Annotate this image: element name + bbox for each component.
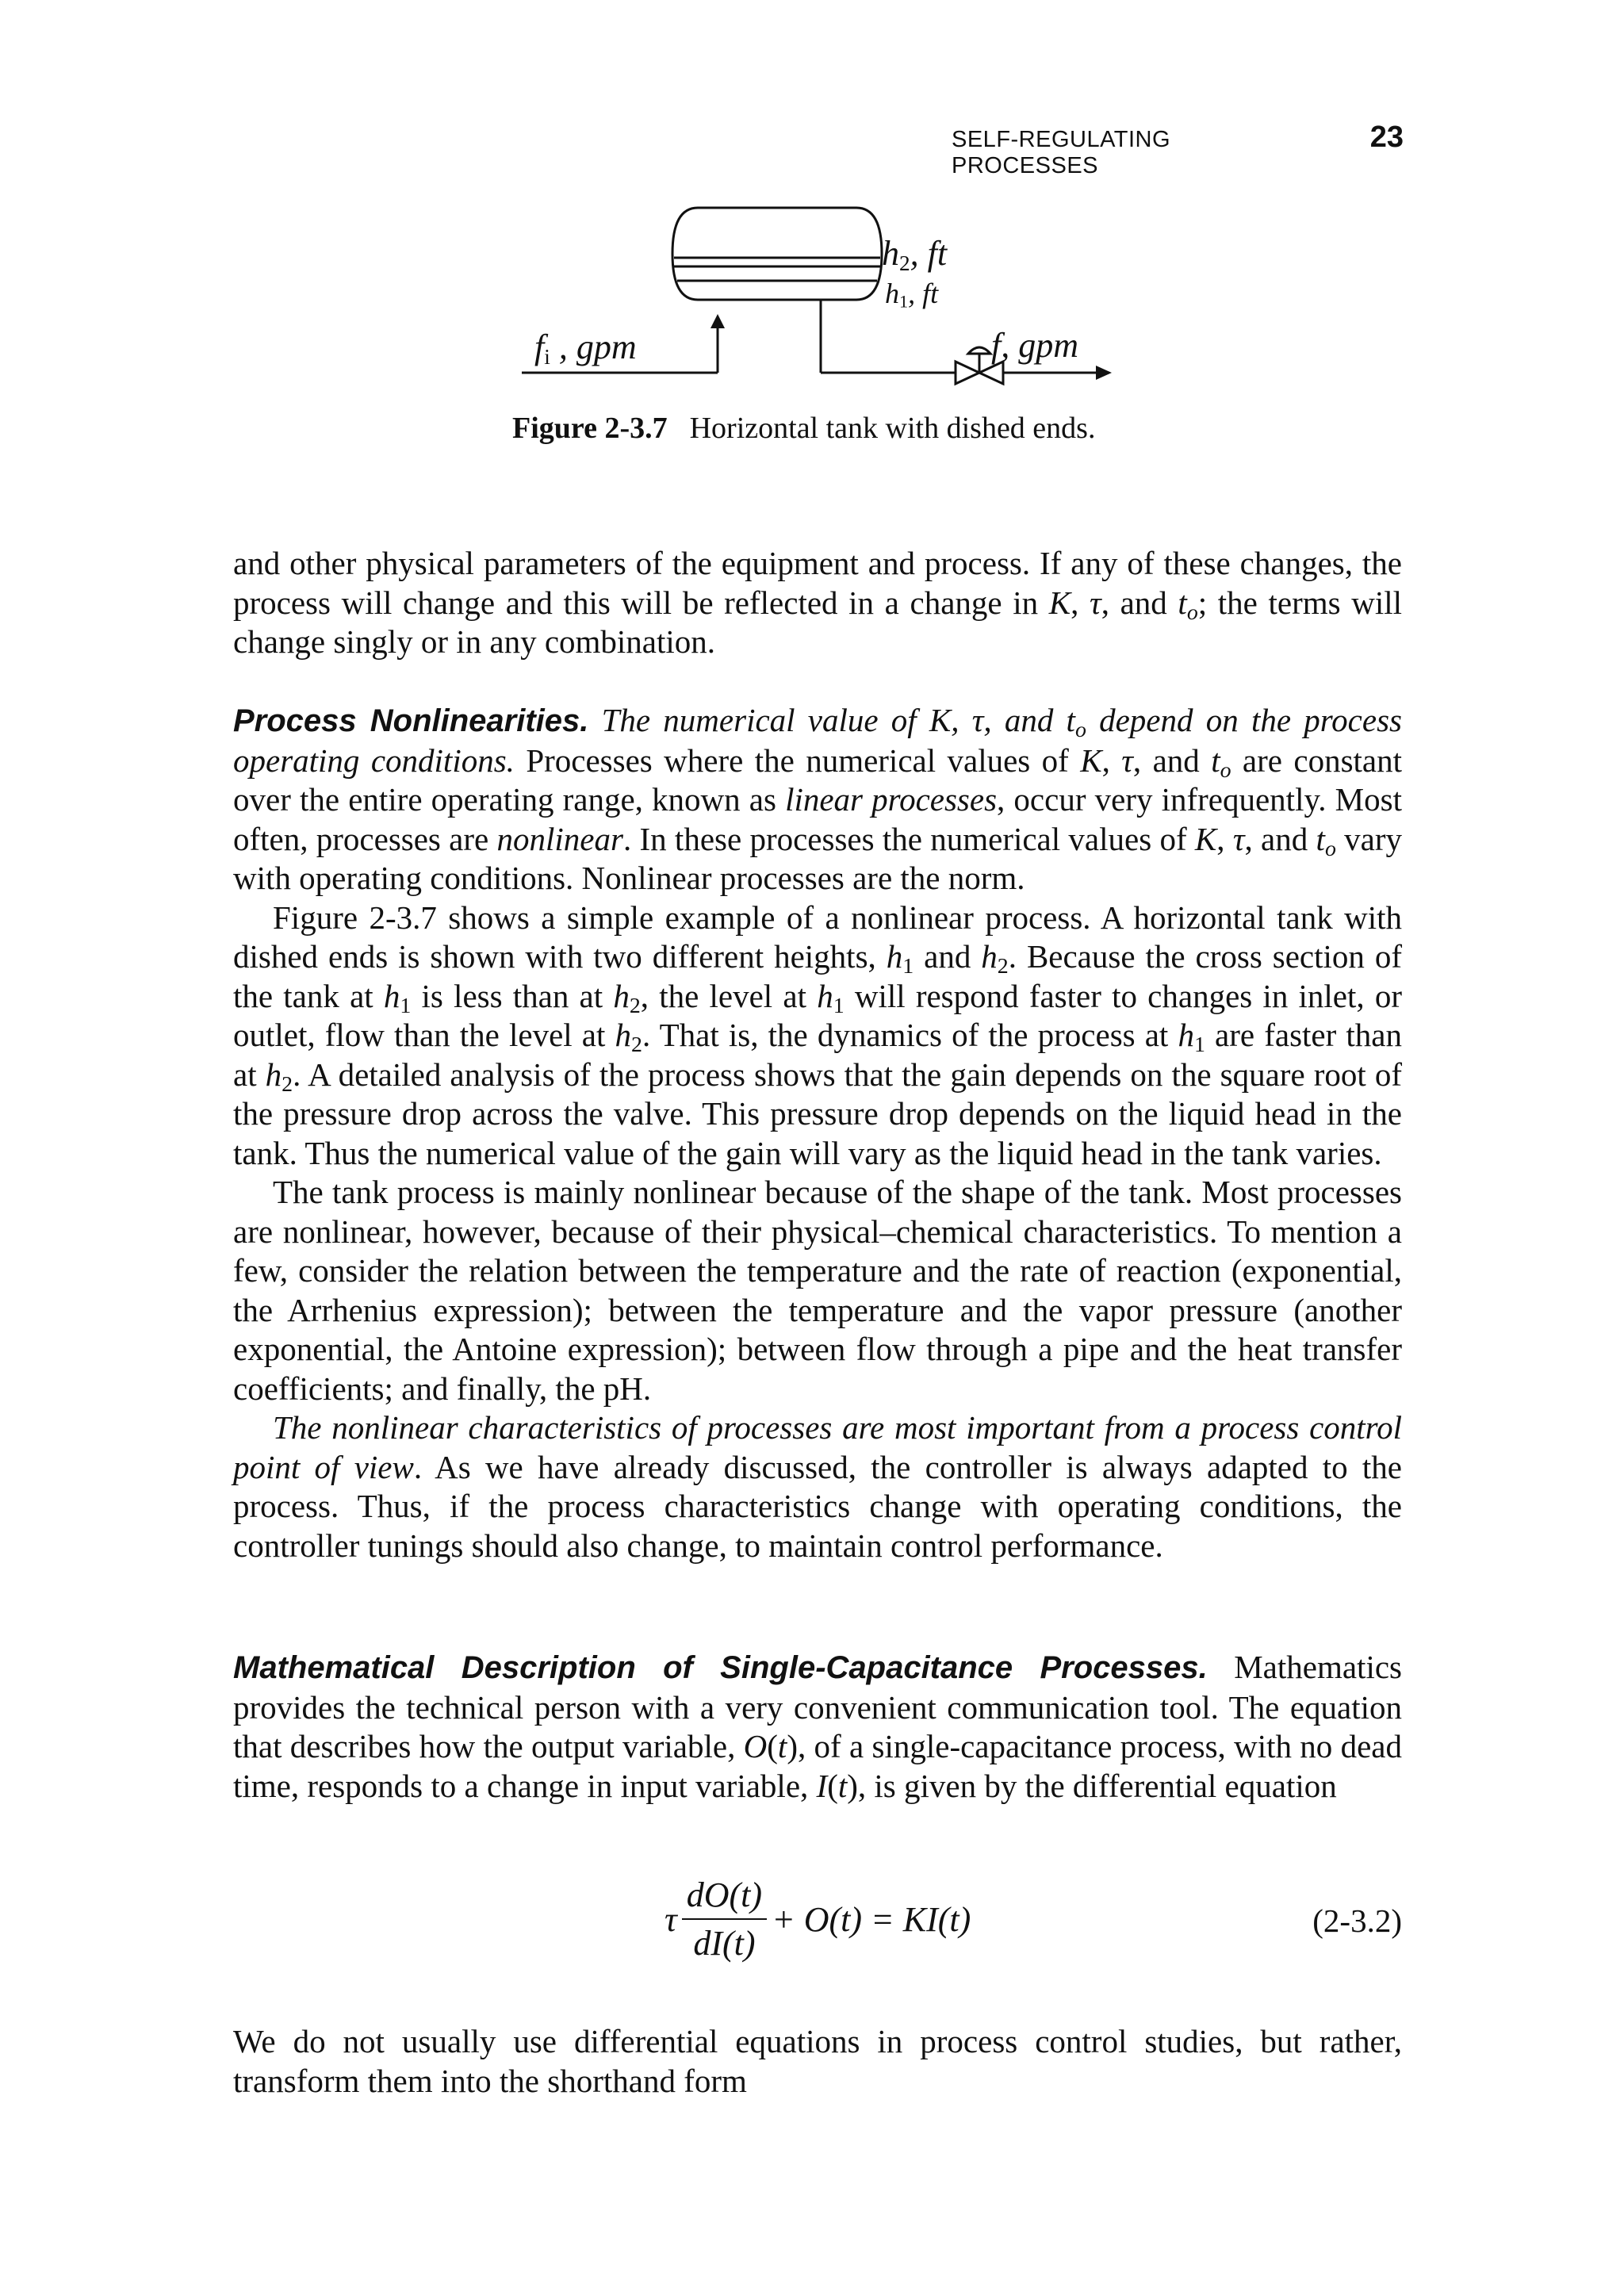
running-head: SELF-REGULATING PROCESSES [952,127,1171,178]
run-in-heading-nonlinearities: Process Nonlinearities. [233,703,589,738]
paragraph-5: The nonlinear characteristics of processes are most important from a process control point of view. As we have already discussed, the controller is always adapted to the process. Thus, if the process characteristics change with operating conditions, the controller tunings should also change, to maintain control performance. [233,1409,1403,1564]
paragraph-4: The tank process is mainly nonlinear because of the shape of the tank. Most processes are nonlinear, however, because of their physical–chemical characteristics. To mention a few, consider the relation between the temperature and the rate of reaction (exponential, the Arrhenius expression); between the temperature and the vapor pressure (another exponential, the Antoine expression); between flow through a pipe and the heat transfer coefficients; and finally, the pH. [233,1174,1402,1407]
paragraph-7: We do not usually use differential equations in process control studies, but rather, transform them into the shorthand form [233,2023,1402,2099]
label-outlet-flow: f, gpm [991,326,1078,365]
eq-denominator: dI(t) [693,1924,756,1963]
eq-fraction [682,1875,767,1963]
caption-number: Figure 2-3.7 [512,412,668,445]
equation-body [665,1864,971,1975]
eq-numerator: dO(t) [682,1875,767,1920]
paragraph-2: Process Nonlinearities. The numerical value of K, τ, and $t_o$ depend on the process operating conditions. Processes where the numerical values of K, τ, and $t_o$ are constant over the entire operating range, known as linear processes, occur very infrequently. Most often, processes are nonlinear. In these processes the numerical values of K, τ, and $t_o$ vary with operating conditions. Nonlinear processes are the norm. [233,702,1403,896]
figure-caption [512,411,1095,446]
label-inlet-flow: $f_i$ , gpm [534,328,637,369]
section-process-nonlinearities [233,701,1402,1565]
inlet-arrow [710,314,725,328]
page-number: 23 [1369,121,1404,154]
outlet-arrow [1096,366,1112,380]
section-mathematical-description [233,1648,1402,1806]
tank-shell [672,208,882,300]
paragraph-6: Mathematical Description of Single-Capacitance Processes. Mathematics provides the technical person with a very convenient communication tool. The equation that describes how the output variable, O(t), of a single-capacitance process, with no dead time, responds to a change in input variable, I(t), is given by the differential equation [233,1649,1402,1804]
page-header [952,121,1404,178]
valve-left [956,362,979,384]
valve-right [979,362,1003,384]
label-h1: $h_1$, ft [885,278,939,312]
paragraph-3: Figure 2-3.7 shows a simple example of a nonlinear process. A horizontal tank with dished ends is shown with two different heights, $h_1$ and $h_2$. Because the cross section of the tank at $h_1$ is less than at $h_2$, the level at $h_1$ will respond faster to changes in inlet, or outlet, flow than the level at $h_2$. That is, the dynamics of the process at $h_1$ are faster than at $h_2$. A detailed analysis of the process shows that the gain depends on the square root of the pressure drop across the valve. This pressure drop depends on the liquid head in the tank. Thus the numerical value of the gain will vary as the liquid head in the tank varies. [233,898,1403,1171]
caption-text: Horizontal tank with dished ends. [689,412,1096,445]
valve-actuator [968,347,990,354]
label-h2: $h_2$, ft [882,234,948,275]
run-in-heading-math: Mathematical Description of Single-Capacitance Processes. [233,1650,1208,1685]
paragraph-1: and other physical parameters of the equipment and process. If any of these changes, the process will change and this will be reflected in a change in K, τ, and $t_o$; the terms will change singly or in any combination. [233,545,1403,660]
equation-number: (2-3.2) [1312,1902,1402,1939]
equation-2-3-2 [233,1864,1402,1975]
eq-tau: τ [665,1899,677,1939]
eq-rhs: + O(t) = KI(t) [772,1899,971,1939]
